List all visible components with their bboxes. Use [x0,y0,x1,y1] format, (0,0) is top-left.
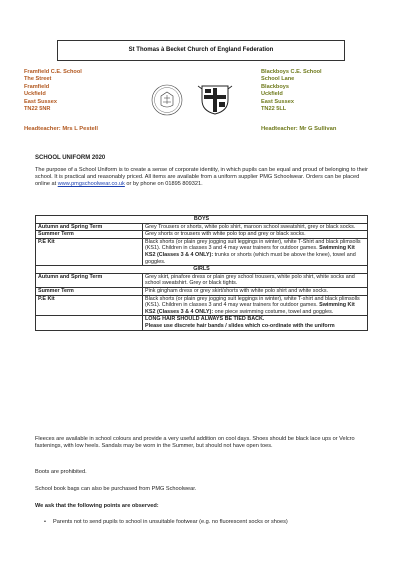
uniform-heading: SCHOOL UNIFORM 2020 [35,155,106,161]
bags-paragraph: School book bags can also be purchased from PMG Schoolwear. [35,486,197,492]
right-address-line: TN22 5LL [261,106,287,113]
table-row [36,273,368,287]
items-cell: Grey skirt, pinafore dress or plain grey school trousers, white polo shirt, white socks and school sweatshirt. Grey or black tights. [143,273,368,287]
empty-cell [36,316,143,330]
hair-note-line: LONG HAIR SHOULD ALWAYS BE TIED BACK. [145,316,265,323]
left-address-line: Uckfield [24,91,46,98]
intro-text: The purpose of a School Uniform is to create a sense of corporate identity, in which pupils can be equal and proud of belonging to their school. It is practical and reasonably priced. All items are available from a uniform supplier PMG Schoolwear. Orders can be placed online at [35,167,368,188]
term-cell: P.E Kit [36,295,143,316]
right-address-line: Uckfield [261,91,283,98]
left-address-line: East Sussex [24,98,57,105]
intro-paragraph [35,167,369,189]
uniform-table [35,215,368,331]
pe-kit-text: Black shorts (or plain grey jogging suit leggings in winter), white T-Shirt and black plimsolls (KS1). Children in classes 3 and 4 may wear trainers for outdoor games. [145,238,361,252]
right-school-address [261,69,322,113]
swim-kit-text: trunks or shorts (which must be above the knee), towel and goggles. [145,251,356,265]
term-cell: Summer Term [36,231,143,239]
right-headteacher: Headteacher: Mr G Sullivan [261,126,337,132]
left-address-line: Framfield C.E. School [24,69,82,75]
items-cell [143,295,368,316]
pe-kit-text: Black shorts (or plain grey jogging suit leggings in winter), white T-shirt and black plimsolls (KS1). Children in classes 3 and 4 may wear trainers for outdoor games. [145,295,360,309]
table-row [36,295,368,316]
table-row [36,238,368,265]
bullet-icon: • [44,519,46,525]
girls-section-header: GIRLS [36,266,368,274]
table-row [36,223,368,231]
list-item [44,519,288,526]
church-cross-shield-icon [196,82,234,116]
term-cell: P.E Kit [36,238,143,265]
swim-kit-text: one piece swimming costume, towel and goggles. [213,308,334,315]
hair-note-line: Please use discrete hair bands / slides which co-ordinate with the uniform [145,322,335,329]
items-cell [143,238,368,265]
left-address-line: The Street [24,76,52,83]
right-address-line: East Sussex [261,98,294,105]
left-headteacher: Headteacher: Mrs L Pestell [24,126,98,132]
fleece-paragraph: Fleeces are available in school colours and provide a very useful addition on cool days. Shoes should be black lace ups or Velcro fastenings, with low heels. Sandals may be worn in the Summer, but should not have open toes. [35,436,355,450]
items-cell: Grey Trousers or shorts, white polo shirt, maroon school sweatshirt, grey or black socks. [143,223,368,231]
intro-text-end: or by phone on 01895 809321. [124,181,203,188]
items-cell: Pink gingham dress or grey skirt/shorts with white polo shirt and white socks. [143,287,368,295]
right-address-line: Blackboys [261,83,289,90]
hair-note-cell [143,316,368,330]
observe-heading: We ask that the following points are observed: [35,503,159,509]
swim-kit-label: Swimming Kit KS2 (Classes 3 & 4 ONLY): [145,245,355,258]
term-cell: Autumn and Spring Term [36,273,143,287]
boys-section-header: BOYS [36,216,368,224]
school-crest-icon [151,84,183,116]
federation-title: St Thomas à Becket Church of England Federation [57,40,345,61]
right-address-line: School Lane [261,76,295,83]
items-cell: Grey shorts or trousers with white polo top and grey or black socks. [143,231,368,239]
table-row [36,231,368,239]
left-address-line: TN22 5NR [24,106,51,113]
term-cell: Autumn and Spring Term [36,223,143,231]
left-school-address [24,69,82,113]
boots-paragraph: Boots are prohibited. [35,469,87,475]
right-address-line: Blackboys C.E. School [261,69,322,75]
swim-kit-label: Swimming Kit KS2 (Classes 3 & 4 ONLY): [145,302,355,315]
supplier-link[interactable]: www.pmgschoolwear.co.uk [57,181,125,188]
bullet-text: Parents not to send pupils to school in unsuitable footwear (e.g. no fluorescent socks or shoes) [53,519,288,525]
term-cell: Summer Term [36,287,143,295]
table-row [36,287,368,295]
left-address-line: Framfield [24,83,50,90]
